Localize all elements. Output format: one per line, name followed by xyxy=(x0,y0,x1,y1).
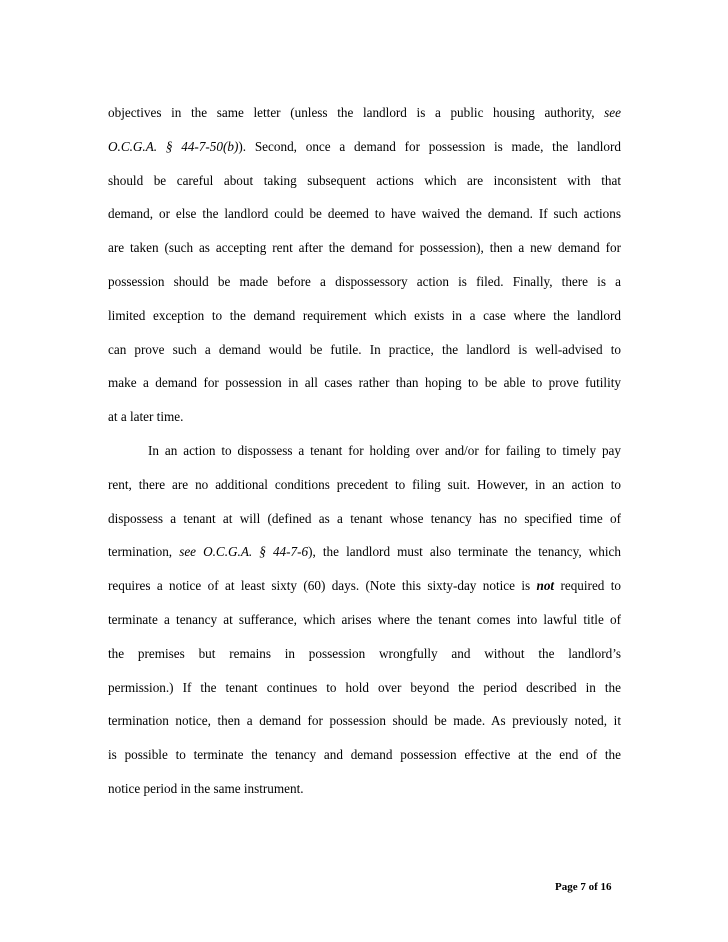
text-line: notice period in the same instrument. xyxy=(108,780,304,796)
text-line: permission.) If the tenant continues to hold over beyond the period described in the xyxy=(108,679,621,695)
body-text xyxy=(108,96,621,806)
text-line xyxy=(108,130,621,164)
text-line: demand, or else the landlord could be deemed to have waived the demand. If such actions xyxy=(108,206,621,222)
text-line: can prove such a demand would be futile. In practice, the landlord is well-advised to xyxy=(108,341,621,357)
citation-italic: see O.C.G.A. § 44-7-6 xyxy=(179,544,309,560)
citation-italic: O.C.G.A. § 44-7-50(b) xyxy=(108,138,239,154)
text-run: termination, xyxy=(108,544,180,560)
text-line: is possible to terminate the tenancy and demand possession effective at the end of the xyxy=(108,747,621,763)
text-run: objectives in the same letter (unless the landlord is a public housing authority, xyxy=(108,105,605,120)
text-line: at a later time. xyxy=(108,409,184,425)
text-line: should be careful about taking subsequent actions which are inconsistent with that xyxy=(108,172,621,188)
text-line: the premises but remains in possession wrongfully and without the landlord’s xyxy=(108,645,621,661)
text-line xyxy=(108,569,621,603)
page-number: Page 7 of 16 xyxy=(555,881,612,893)
text-line: limited exception to the demand requirement which exists in a case where the landlord xyxy=(108,307,621,323)
text-line: possession should be made before a dispossessory action is filed. Finally, there is a xyxy=(108,273,621,289)
text-line: terminate a tenancy at sufferance, which arises where the tenant comes into lawful title of xyxy=(108,611,621,627)
emphasis-bold-italic: not xyxy=(536,578,555,594)
text-run: ). Second, once a demand for possession is made, the landlord xyxy=(238,138,621,154)
text-run: ), the landlord must also terminate the tenancy, which xyxy=(308,544,621,560)
text-line: make a demand for possession in all cases rather than hoping to be able to prove futility xyxy=(108,375,621,391)
text-line: rent, there are no additional conditions precedent to filing suit. However, in an action to xyxy=(108,476,621,492)
text-line: termination notice, then a demand for possession should be made. As previously noted, it xyxy=(108,713,621,729)
text-run: required to xyxy=(554,578,621,594)
text-run: requires a notice of at least sixty (60) days. (Note this sixty-day notice is xyxy=(108,578,537,594)
text-line: In an action to dispossess a tenant for holding over and/or for failing to timely pay xyxy=(148,442,621,458)
text-line xyxy=(108,96,621,130)
text-line: are taken (such as accepting rent after the demand for possession), then a new demand for xyxy=(108,240,621,256)
text-line: dispossess a tenant at will (defined as a tenant whose tenancy has no specified time of xyxy=(108,510,621,526)
citation-italic: see xyxy=(604,105,621,120)
text-line xyxy=(108,535,621,569)
